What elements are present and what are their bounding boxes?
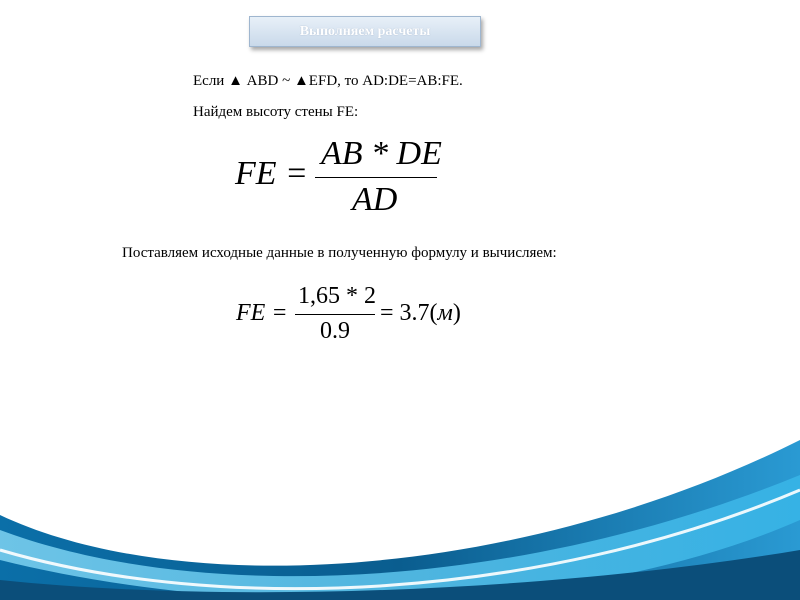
formula-denominator: AD: [352, 181, 398, 218]
substitution-statement: Поставляем исходные данные в полученную формулу и вычисляем:: [122, 245, 557, 261]
calc-lhs: FE =: [236, 300, 288, 326]
find-height-statement: Найдем высоту стены FE:: [193, 104, 359, 120]
title-banner: [249, 16, 481, 47]
calc-numerator: 1,65 * 2: [298, 283, 376, 309]
calc-unit: м: [437, 300, 453, 326]
slide-title: Выполняем расчеты: [299, 23, 431, 39]
formula-numerator: AB * DE: [321, 135, 442, 172]
calc-close: ): [452, 300, 461, 326]
general-formula: [235, 135, 455, 220]
calculation-formula: [236, 280, 496, 355]
calc-result: [380, 300, 461, 327]
similarity-statement: Если ▲ ABD ~ ▲EFD, то AD:DE=AB:FE.: [193, 73, 463, 89]
calc-result-value: = 3.7(: [380, 300, 438, 326]
calc-fraction-bar: [295, 314, 375, 315]
fraction-bar: [315, 177, 437, 178]
calc-denominator: 0.9: [320, 318, 350, 344]
decorative-wave: [0, 430, 800, 600]
formula-lhs: FE =: [235, 155, 308, 192]
